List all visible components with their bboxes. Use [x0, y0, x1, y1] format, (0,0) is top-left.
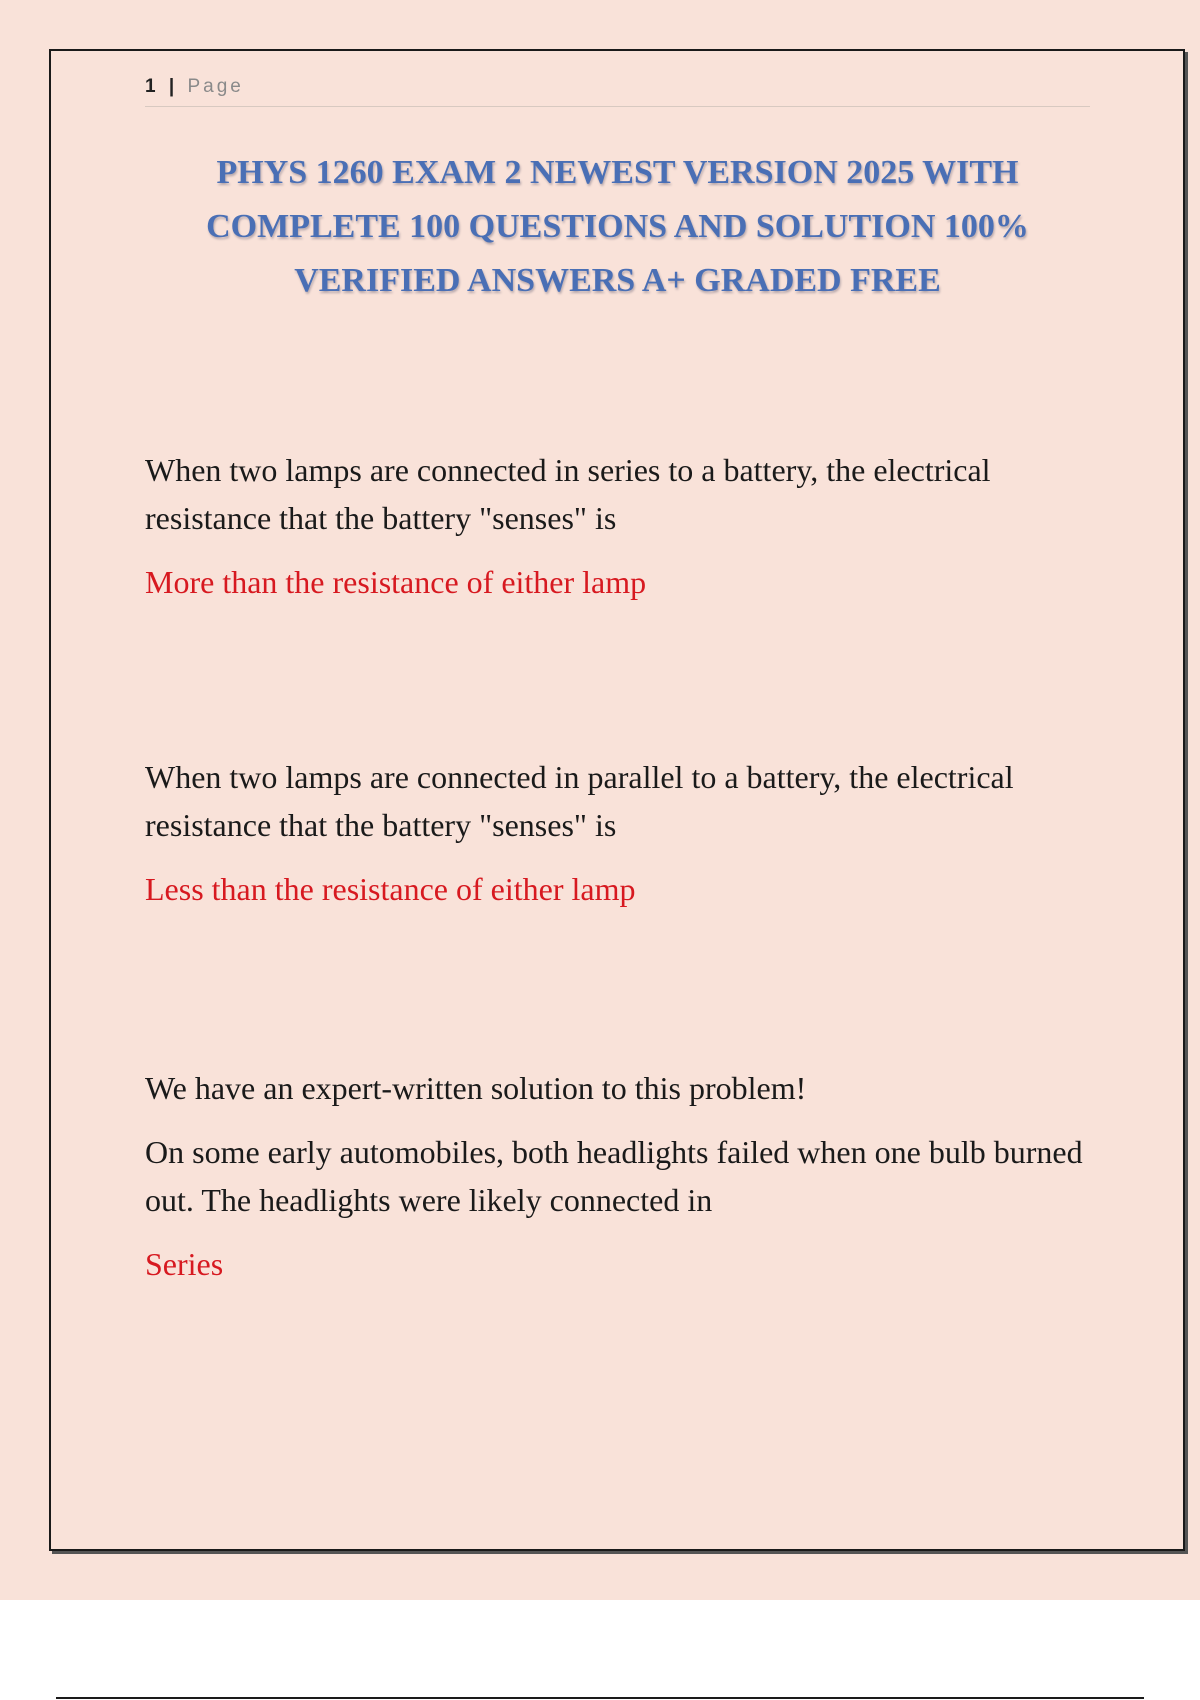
question-text: When two lamps are connected in series to a battery, the electrical resistance that the battery "senses" is	[145, 452, 991, 536]
page-separator: |	[168, 76, 178, 97]
answer-text: More than the resistance of either lamp	[145, 564, 647, 600]
question-text: On some early automobiles, both headlights failed when one bulb burned out. The headlights were likely connected in	[145, 1134, 1083, 1218]
page-number: 1	[145, 76, 159, 97]
document-title: PHYS 1260 EXAM 2 NEWEST VERSION 2025 WITH COMPLETE 100 QUESTIONS AND SOLUTION 100% VERIFIED ANSWERS A+ GRADED FREE	[206, 154, 1029, 299]
question-text: When two lamps are connected in parallel to a battery, the electrical resistance that the battery "senses" is	[145, 759, 1014, 843]
page-header	[145, 74, 1090, 107]
qa-block-3	[145, 1064, 1085, 1288]
answer-text: Series	[145, 1246, 224, 1282]
page-label: Page	[187, 76, 244, 97]
qa-block-1	[145, 446, 1085, 606]
answer-text: Less than the resistance of either lamp	[145, 871, 636, 907]
footer-divider	[56, 1697, 1144, 1699]
qa-block-2	[145, 753, 1085, 913]
solution-note: We have an expert-written solution to this problem!	[145, 1070, 807, 1106]
